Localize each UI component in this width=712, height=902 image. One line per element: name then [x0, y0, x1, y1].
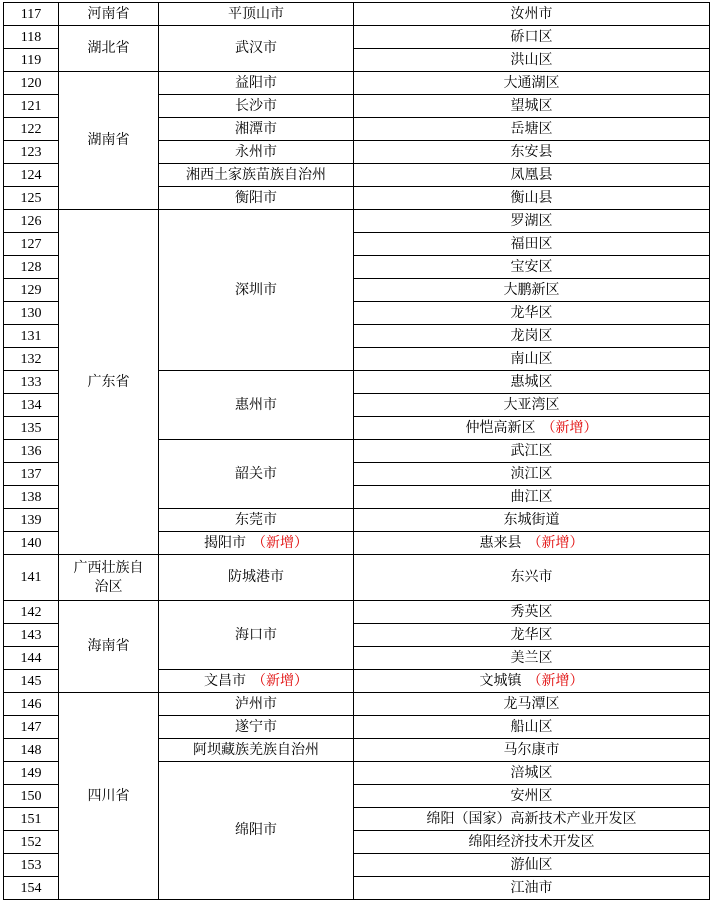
- new-tag: （新增）: [527, 672, 584, 689]
- district-cell: 江油市: [354, 877, 710, 900]
- row-number: 120: [4, 72, 59, 95]
- row-number: 133: [4, 371, 59, 394]
- district-cell: 曲江区: [354, 486, 710, 509]
- district-cell: 龙马潭区: [354, 693, 710, 716]
- row-number: 140: [4, 532, 59, 555]
- city-cell: 永州市: [159, 141, 354, 164]
- district-cell: 罗湖区: [354, 210, 710, 233]
- district-cell: 大亚湾区: [354, 394, 710, 417]
- district-cell: 东安县: [354, 141, 710, 164]
- city-cell: 益阳市: [159, 72, 354, 95]
- district-name: 惠来县: [479, 534, 522, 551]
- province-name-line1: 广西壮族自: [73, 559, 144, 576]
- district-cell: 美兰区: [354, 647, 710, 670]
- city-cell: 武汉市: [159, 26, 354, 72]
- city-cell: 湘潭市: [159, 118, 354, 141]
- province-cell: [59, 555, 159, 601]
- district-cell: 东兴市: [354, 555, 710, 601]
- district-cell: 福田区: [354, 233, 710, 256]
- table-row: [4, 693, 710, 716]
- row-number: 151: [4, 808, 59, 831]
- district-cell: 洪山区: [354, 49, 710, 72]
- province-cell: 四川省: [59, 693, 159, 900]
- province-name-line2: 治区: [94, 578, 123, 595]
- row-number: 131: [4, 325, 59, 348]
- row-number: 139: [4, 509, 59, 532]
- province-cell: 河南省: [59, 3, 159, 26]
- district-cell: 东城街道: [354, 509, 710, 532]
- row-number: 136: [4, 440, 59, 463]
- row-number: 132: [4, 348, 59, 371]
- table-row: [4, 26, 710, 49]
- district-name: 文城镇: [479, 672, 522, 689]
- table-row: [4, 601, 710, 624]
- city-cell: 长沙市: [159, 95, 354, 118]
- province-cell: 湖北省: [59, 26, 159, 72]
- row-number: 144: [4, 647, 59, 670]
- row-number: 152: [4, 831, 59, 854]
- city-cell: [159, 670, 354, 693]
- province-cell: 湖南省: [59, 72, 159, 210]
- district-cell: 衡山县: [354, 187, 710, 210]
- row-number: 129: [4, 279, 59, 302]
- row-number: 145: [4, 670, 59, 693]
- district-cell: 马尔康市: [354, 739, 710, 762]
- row-number: 148: [4, 739, 59, 762]
- row-number: 146: [4, 693, 59, 716]
- district-cell: 望城区: [354, 95, 710, 118]
- city-cell: 平顶山市: [159, 3, 354, 26]
- row-number: 127: [4, 233, 59, 256]
- region-table: [3, 2, 710, 900]
- city-cell: 衡阳市: [159, 187, 354, 210]
- district-cell: [354, 417, 710, 440]
- row-number: 124: [4, 164, 59, 187]
- new-tag: （新增）: [527, 534, 584, 551]
- city-cell: 深圳市: [159, 210, 354, 371]
- district-name: 仲恺高新区: [465, 419, 536, 436]
- row-number: 147: [4, 716, 59, 739]
- row-number: 128: [4, 256, 59, 279]
- table-row: [4, 72, 710, 95]
- district-cell: [354, 532, 710, 555]
- row-number: 150: [4, 785, 59, 808]
- row-number: 154: [4, 877, 59, 900]
- city-cell: 绵阳市: [159, 762, 354, 900]
- new-tag: （新增）: [252, 672, 308, 689]
- province-cell: 海南省: [59, 601, 159, 693]
- row-number: 125: [4, 187, 59, 210]
- district-cell: 秀英区: [354, 601, 710, 624]
- row-number: 149: [4, 762, 59, 785]
- city-cell: 东莞市: [159, 509, 354, 532]
- city-cell: 湘西土家族苗族自治州: [159, 164, 354, 187]
- city-cell: 防城港市: [159, 555, 354, 601]
- row-number: 126: [4, 210, 59, 233]
- district-cell: 绵阳（国家）高新技术产业开发区: [354, 808, 710, 831]
- district-cell: 惠城区: [354, 371, 710, 394]
- city-cell: [159, 532, 354, 555]
- new-tag: （新增）: [541, 419, 598, 436]
- district-cell: 大鹏新区: [354, 279, 710, 302]
- row-number: 122: [4, 118, 59, 141]
- district-cell: [354, 670, 710, 693]
- row-number: 138: [4, 486, 59, 509]
- province-cell: 广东省: [59, 210, 159, 555]
- new-tag: （新增）: [252, 534, 308, 551]
- district-cell: 南山区: [354, 348, 710, 371]
- district-cell: 龙岗区: [354, 325, 710, 348]
- district-cell: 汝州市: [354, 3, 710, 26]
- city-cell: 海口市: [159, 601, 354, 670]
- row-number: 121: [4, 95, 59, 118]
- district-cell: 龙华区: [354, 624, 710, 647]
- district-cell: 武江区: [354, 440, 710, 463]
- row-number: 153: [4, 854, 59, 877]
- row-number: 123: [4, 141, 59, 164]
- city-cell: 阿坝藏族羌族自治州: [159, 739, 354, 762]
- district-cell: 安州区: [354, 785, 710, 808]
- district-cell: 浈江区: [354, 463, 710, 486]
- district-cell: 船山区: [354, 716, 710, 739]
- row-number: 119: [4, 49, 59, 72]
- city-cell: 泸州市: [159, 693, 354, 716]
- city-cell: 惠州市: [159, 371, 354, 440]
- table-row: [4, 3, 710, 26]
- district-cell: 游仙区: [354, 854, 710, 877]
- row-number: 137: [4, 463, 59, 486]
- city-name: 揭阳市: [204, 534, 246, 551]
- row-number: 117: [4, 3, 59, 26]
- row-number: 134: [4, 394, 59, 417]
- table-row: [4, 210, 710, 233]
- row-number: 130: [4, 302, 59, 325]
- row-number: 143: [4, 624, 59, 647]
- city-name: 文昌市: [204, 672, 246, 689]
- district-cell: 绵阳经济技术开发区: [354, 831, 710, 854]
- city-cell: 遂宁市: [159, 716, 354, 739]
- row-number: 135: [4, 417, 59, 440]
- table-row: [4, 555, 710, 601]
- district-cell: 龙华区: [354, 302, 710, 325]
- city-cell: 韶关市: [159, 440, 354, 509]
- row-number: 142: [4, 601, 59, 624]
- row-number: 141: [4, 555, 59, 601]
- district-cell: 大通湖区: [354, 72, 710, 95]
- district-cell: 凤凰县: [354, 164, 710, 187]
- district-cell: 宝安区: [354, 256, 710, 279]
- district-cell: 岳塘区: [354, 118, 710, 141]
- row-number: 118: [4, 26, 59, 49]
- district-cell: 涪城区: [354, 762, 710, 785]
- district-cell: 硚口区: [354, 26, 710, 49]
